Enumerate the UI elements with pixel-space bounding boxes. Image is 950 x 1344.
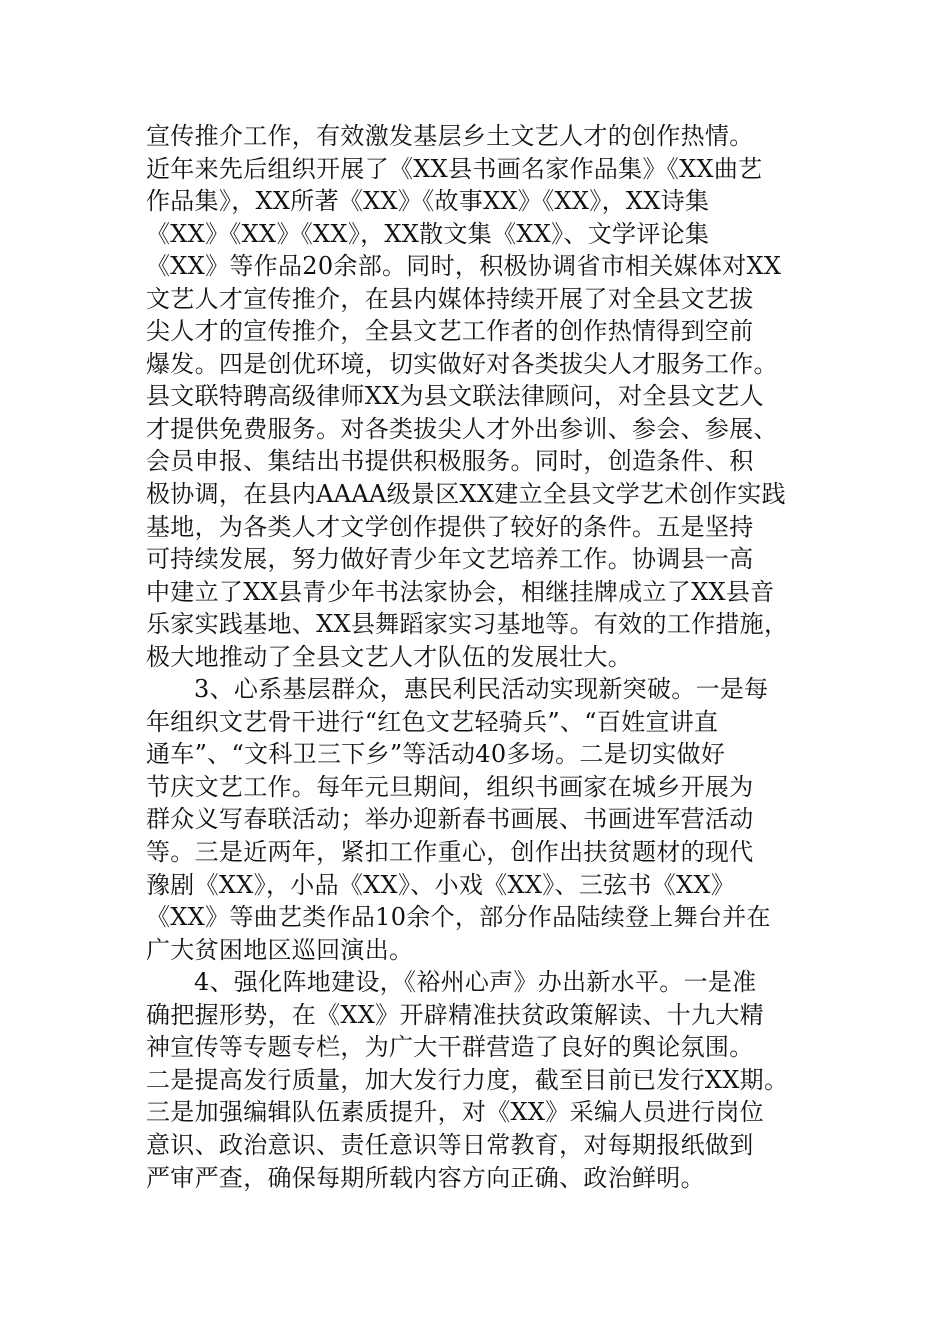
text-line: 等。三是近两年，紧扣工作重心，创作出扶贫题材的现代 — [146, 838, 754, 867]
section-3-heading-line: 3、心系基层群众，惠民利民活动实现新突破。一是每 — [194, 675, 769, 704]
text-line: 作品集》，XX所著《XX》《故事XX》《XX》，XX诗集 — [146, 187, 710, 216]
text-line: 节庆文艺工作。每年元旦期间，组织书画家在城乡开展为 — [146, 772, 754, 801]
text-line: 中建立了XX县青少年书法家协会，相继挂牌成立了XX县音 — [146, 577, 775, 606]
text-line: 年组织文艺骨干进行“红色文艺轻骑兵”、“百姓宣讲直 — [146, 707, 719, 736]
text-line: 豫剧《XX》，小品《XX》、小戏《XX》、三弦书《XX》 — [146, 870, 736, 899]
text-line: 广大贫困地区巡回演出。 — [146, 935, 414, 964]
text-line: 意识、政治意识、责任意识等日常教育，对每期报纸做到 — [146, 1130, 754, 1159]
text-line: 二是提高发行质量，加大发行力度，截至目前已发行XX期。 — [146, 1065, 789, 1094]
text-line: 县文联特聘高级律师XX为县文联法律顾问，对全县文艺人 — [146, 382, 764, 411]
text-line: 基地，为各类人才文学创作提供了较好的条件。五是坚持 — [146, 512, 754, 541]
text-line: 文艺人才宣传推介，在县内媒体持续开展了对全县文艺拔 — [146, 284, 754, 313]
section-4-heading-line: 4、强化阵地建设，《裕州心声》办出新水平。一是准 — [194, 968, 757, 997]
text-line: 尖人才的宣传推介，全县文艺工作者的创作热情得到空前 — [146, 317, 754, 346]
text-line: 极协调，在县内AAAA级景区XX建立全县文学艺术创作实践 — [146, 480, 786, 509]
text-line: 宣传推介工作，有效激发基层乡土文艺人才的创作热情。 — [146, 122, 754, 150]
text-line: 会员申报、集结出书提供积极服务。同时，创造条件、积 — [146, 447, 754, 476]
text-line: 神宣传等专题专栏，为广大干群营造了良好的舆论氛围。 — [146, 1033, 754, 1062]
text-line: 极大地推动了全县文艺人才队伍的发展壮大。 — [146, 642, 632, 671]
text-line: 确把握形势，在《XX》开辟精准扶贫政策解读、十九大精 — [146, 1000, 764, 1029]
text-line: 《XX》等作品20余部。同时，积极协调省市相关媒体对XX — [146, 252, 782, 281]
body-text — [146, 120, 826, 1194]
text-line: 《XX》等曲艺类作品10余个，部分作品陆续登上舞台并在 — [146, 903, 771, 932]
text-line: 近年来先后组织开展了《XX县书画名家作品集》《XX曲艺 — [146, 154, 763, 183]
text-line: 《XX》《XX》《XX》，XX散文集《XX》、文学评论集 — [146, 219, 710, 248]
text-line: 可持续发展，努力做好青少年文艺培养工作。协调县一高 — [146, 545, 754, 574]
text-line: 严审严查，确保每期所载内容方向正确、政治鲜明。 — [146, 1163, 705, 1192]
text-line: 群众义写春联活动；举办迎新春书画展、书画进军营活动 — [146, 805, 754, 834]
text-line: 才提供免费服务。对各类拔尖人才外出参训、参会、参展、 — [146, 414, 778, 443]
text-line: 爆发。四是创优环境，切实做好对各类拔尖人才服务工作。 — [146, 349, 778, 378]
text-line: 乐家实践基地、XX县舞蹈家实习基地等。有效的工作措施， — [146, 610, 789, 639]
text-line: 通车”、“文科卫三下乡”等活动40多场。二是切实做好 — [146, 740, 726, 769]
text-line: 三是加强编辑队伍素质提升，对《XX》采编人员进行岗位 — [146, 1098, 764, 1127]
